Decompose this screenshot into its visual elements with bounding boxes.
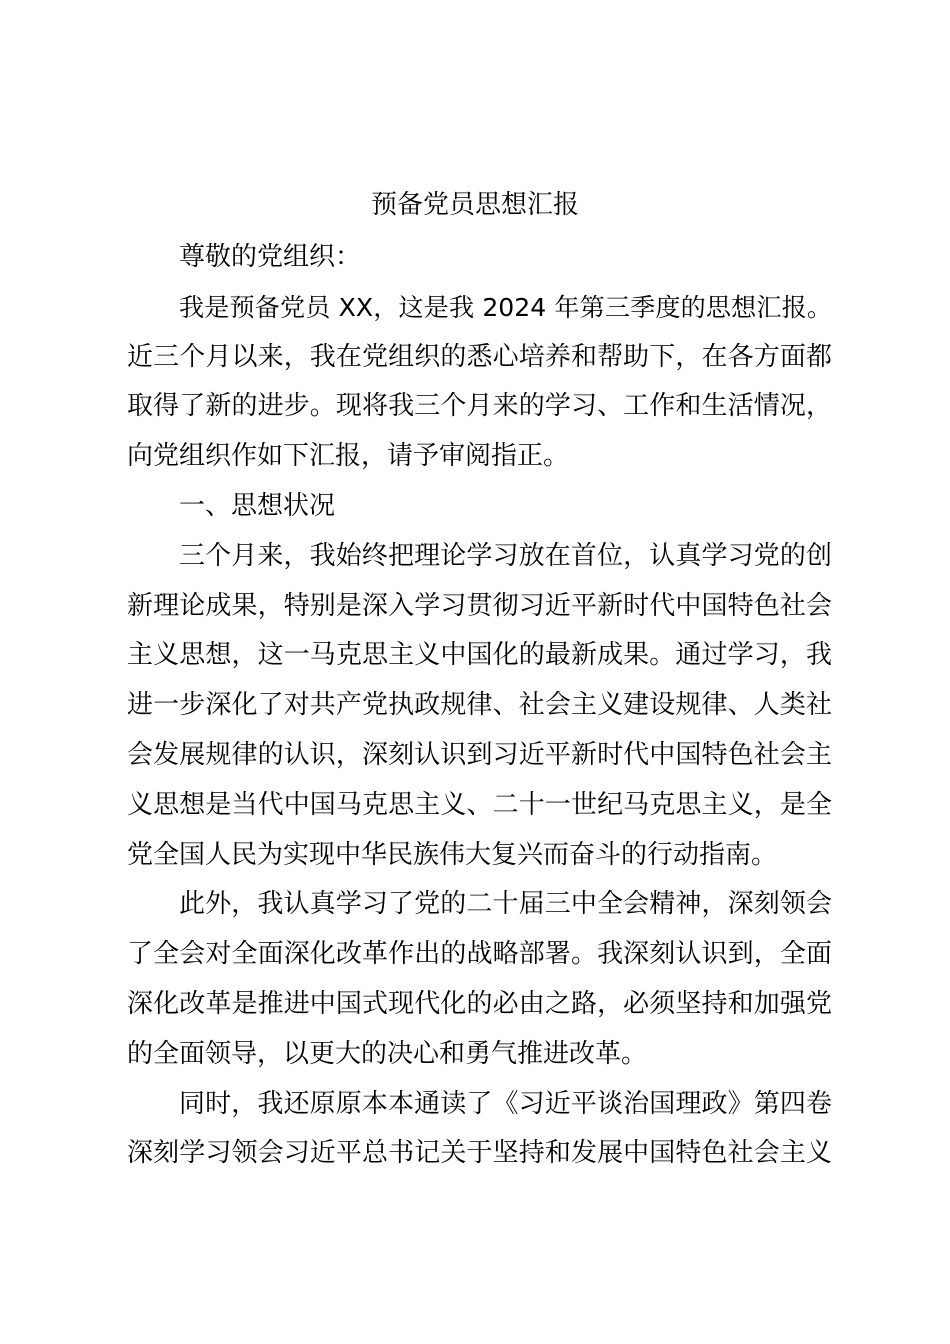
document-line: 会发展规律的认识，深刻认识到习近平新时代中国特色社会主 (127, 739, 832, 770)
document-line: 此外，我认真学习了党的二十届三中全会精神，深刻领会 (179, 889, 832, 920)
document-line: 近三个月以来，我在党组织的悉心培养和帮助下，在各方面都 (127, 341, 832, 372)
document-line: 主义思想，这一马克思主义中国化的最新成果。通过学习，我 (127, 640, 832, 671)
document-line: 取得了新的进步。现将我三个月来的学习、工作和生活情况， (127, 391, 832, 422)
document-line: 党全国人民为实现中华民族伟大复兴而奋斗的行动指南。 (127, 839, 778, 870)
document-line: 深化改革是推进中国式现代化的必由之路，必须坚持和加强党 (127, 988, 832, 1019)
document-line: 一、思想状况 (179, 490, 336, 521)
document-line: 我是预备党员 XX，这是我 2024 年第三季度的思想汇报。 (179, 292, 832, 322)
document-line: 新理论成果，特别是深入学习贯彻习近平新时代中国特色社会 (127, 590, 832, 621)
document-line: 进一步深化了对共产党执政规律、社会主义建设规律、人类社 (127, 690, 832, 721)
document-line: 向党组织作如下汇报，请予审阅指正。 (127, 441, 570, 472)
document-line: 三个月来，我始终把理论学习放在首位，认真学习党的创 (179, 540, 832, 571)
document-line: 的全面领导，以更大的决心和勇气推进改革。 (127, 1038, 648, 1069)
document-line: 了全会对全面深化改革作出的战略部署。我深刻认识到，全面 (127, 939, 832, 970)
document-body (127, 233, 832, 1179)
document-line: 同时，我还原原本本通读了《习近平谈治国理政》第四卷 (179, 1088, 832, 1119)
document-line: 深刻学习领会习近平总书记关于坚持和发展中国特色社会主义 (127, 1138, 832, 1169)
document-line: 义思想是当代中国马克思主义、二十一世纪马克思主义，是全 (127, 789, 832, 820)
document-title: 预备党员思想汇报 (370, 190, 579, 220)
document-line: 尊敬的党组织： (179, 242, 362, 272)
